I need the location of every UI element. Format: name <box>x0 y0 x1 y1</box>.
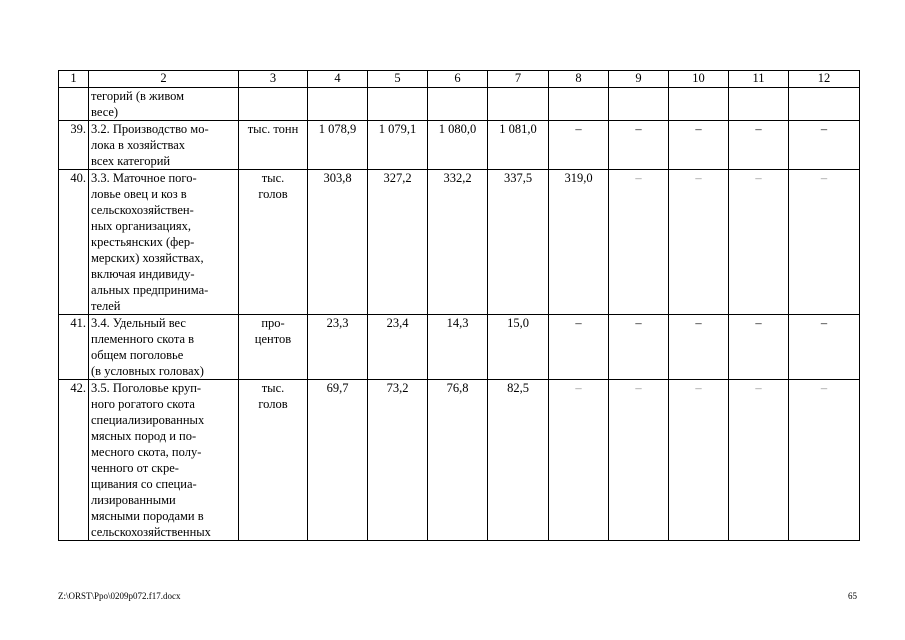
column-header-10: 10 <box>669 71 729 88</box>
value-cell-col-11 <box>729 88 789 121</box>
unit-line: про- <box>261 316 285 330</box>
value-cell-col-5: 73,2 <box>368 380 428 541</box>
column-header-12: 12 <box>789 71 860 88</box>
indicator-name-line: ловье овец и коз в <box>91 187 187 201</box>
value-cell-col-12 <box>789 88 860 121</box>
indicator-name-line: 3.4. Удельный вес <box>91 316 186 330</box>
table-row <box>59 88 860 121</box>
table-body <box>59 88 860 541</box>
indicator-name-line: тегорий (в живом <box>91 89 185 103</box>
indicator-name-line: весе) <box>91 105 119 119</box>
indicator-name-line: включая индивиду- <box>91 267 195 281</box>
indicator-name-cell <box>89 121 239 170</box>
value-cell-col-6: 14,3 <box>428 315 488 380</box>
footer-page-number: 65 <box>848 591 857 601</box>
value-cell-col-12: – <box>789 380 860 541</box>
value-cell-col-4: 303,8 <box>308 170 368 315</box>
indicator-name-line: месного скота, полу- <box>91 445 202 459</box>
value-cell-col-9 <box>609 88 669 121</box>
unit-line: голов <box>258 187 288 201</box>
value-cell-col-7: 1 081,0 <box>488 121 549 170</box>
footer-file-path: Z:\ORST\Ppo\0209p072.f17.docx <box>58 591 181 601</box>
indicator-name-line: лока в хозяйствах <box>91 138 186 152</box>
unit-line: тыс. <box>261 171 285 185</box>
column-header-1: 1 <box>59 71 89 88</box>
table-row <box>59 315 860 380</box>
value-cell-col-5 <box>368 88 428 121</box>
value-cell-col-12: – <box>789 121 860 170</box>
indicator-name-line: общем поголовье <box>91 348 184 362</box>
value-cell-col-9: – <box>609 121 669 170</box>
unit-line: центов <box>254 332 292 346</box>
indicator-name-line: мясных пород и по- <box>91 429 197 443</box>
value-cell-col-11: – <box>729 380 789 541</box>
indicator-name-line: 3.5. Поголовье круп- <box>91 381 202 395</box>
value-cell-col-4: 23,3 <box>308 315 368 380</box>
unit-cell <box>239 380 308 541</box>
value-cell-col-11: – <box>729 315 789 380</box>
row-number-cell: 40. <box>59 170 89 315</box>
value-cell-col-9: – <box>609 170 669 315</box>
indicator-name-cell <box>89 380 239 541</box>
value-cell-col-7: 82,5 <box>488 380 549 541</box>
column-header-2: 2 <box>89 71 239 88</box>
value-cell-col-10: – <box>669 170 729 315</box>
value-cell-col-10: – <box>669 121 729 170</box>
value-cell-col-11: – <box>729 121 789 170</box>
indicator-name-cell <box>89 315 239 380</box>
data-table <box>58 70 860 541</box>
value-cell-col-8: – <box>549 380 609 541</box>
indicator-name-line: 3.2. Производство мо- <box>91 122 209 136</box>
column-header-6: 6 <box>428 71 488 88</box>
unit-cell <box>239 121 308 170</box>
indicator-name-line: ных организациях, <box>91 219 192 233</box>
unit-line: тыс. тонн <box>247 122 299 136</box>
indicator-name-line: телей <box>91 299 121 313</box>
table-header-row <box>59 71 860 88</box>
value-cell-col-8: 319,0 <box>549 170 609 315</box>
column-header-7: 7 <box>488 71 549 88</box>
value-cell-col-6: 332,2 <box>428 170 488 315</box>
value-cell-col-8: – <box>549 121 609 170</box>
value-cell-col-7 <box>488 88 549 121</box>
value-cell-col-5: 327,2 <box>368 170 428 315</box>
indicator-name-line: 3.3. Маточное пого- <box>91 171 197 185</box>
indicator-name-line: лизированными <box>91 493 176 507</box>
indicator-name-line: альных предпринима- <box>91 283 209 297</box>
column-header-11: 11 <box>729 71 789 88</box>
value-cell-col-11: – <box>729 170 789 315</box>
indicator-name-cell <box>89 170 239 315</box>
unit-line: тыс. <box>261 381 285 395</box>
column-header-8: 8 <box>549 71 609 88</box>
value-cell-col-7: 15,0 <box>488 315 549 380</box>
value-cell-col-4: 1 078,9 <box>308 121 368 170</box>
value-cell-col-10 <box>669 88 729 121</box>
indicator-name-line: племенного скота в <box>91 332 195 346</box>
indicator-name-line: сельскохозяйствен- <box>91 203 194 217</box>
column-header-5: 5 <box>368 71 428 88</box>
unit-cell <box>239 170 308 315</box>
row-number-cell: 42. <box>59 380 89 541</box>
indicator-name-line: ного рогатого скота <box>91 397 195 411</box>
indicator-name-line: специализированных <box>91 413 205 427</box>
unit-line: голов <box>258 397 288 411</box>
value-cell-col-6: 76,8 <box>428 380 488 541</box>
value-cell-col-8 <box>549 88 609 121</box>
row-number-cell: 39. <box>59 121 89 170</box>
indicator-name-line: ченного от скре- <box>91 461 179 475</box>
column-header-9: 9 <box>609 71 669 88</box>
unit-cell <box>239 88 308 121</box>
table-row <box>59 170 860 315</box>
indicator-name-line: (в условных головах) <box>91 364 204 378</box>
value-cell-col-4 <box>308 88 368 121</box>
indicator-name-line: крестьянских (фер- <box>91 235 195 249</box>
value-cell-col-5: 1 079,1 <box>368 121 428 170</box>
indicator-name-line: щивания со специа- <box>91 477 197 491</box>
value-cell-col-6 <box>428 88 488 121</box>
value-cell-col-12: – <box>789 315 860 380</box>
value-cell-col-7: 337,5 <box>488 170 549 315</box>
indicator-name-cell <box>89 88 239 121</box>
table-row <box>59 121 860 170</box>
indicator-name-line: мерских) хозяйствах, <box>91 251 204 265</box>
column-header-3: 3 <box>239 71 308 88</box>
value-cell-col-10: – <box>669 315 729 380</box>
value-cell-col-4: 69,7 <box>308 380 368 541</box>
table-row <box>59 380 860 541</box>
indicator-name-line: мясными породами в <box>91 509 204 523</box>
indicator-name-line: сельскохозяйственных <box>91 525 211 539</box>
indicator-name-line: всех категорий <box>91 154 171 168</box>
row-number-cell <box>59 88 89 121</box>
value-cell-col-8: – <box>549 315 609 380</box>
unit-cell <box>239 315 308 380</box>
value-cell-col-9: – <box>609 315 669 380</box>
value-cell-col-10: – <box>669 380 729 541</box>
value-cell-col-6: 1 080,0 <box>428 121 488 170</box>
column-header-4: 4 <box>308 71 368 88</box>
value-cell-col-9: – <box>609 380 669 541</box>
value-cell-col-5: 23,4 <box>368 315 428 380</box>
row-number-cell: 41. <box>59 315 89 380</box>
value-cell-col-12: – <box>789 170 860 315</box>
